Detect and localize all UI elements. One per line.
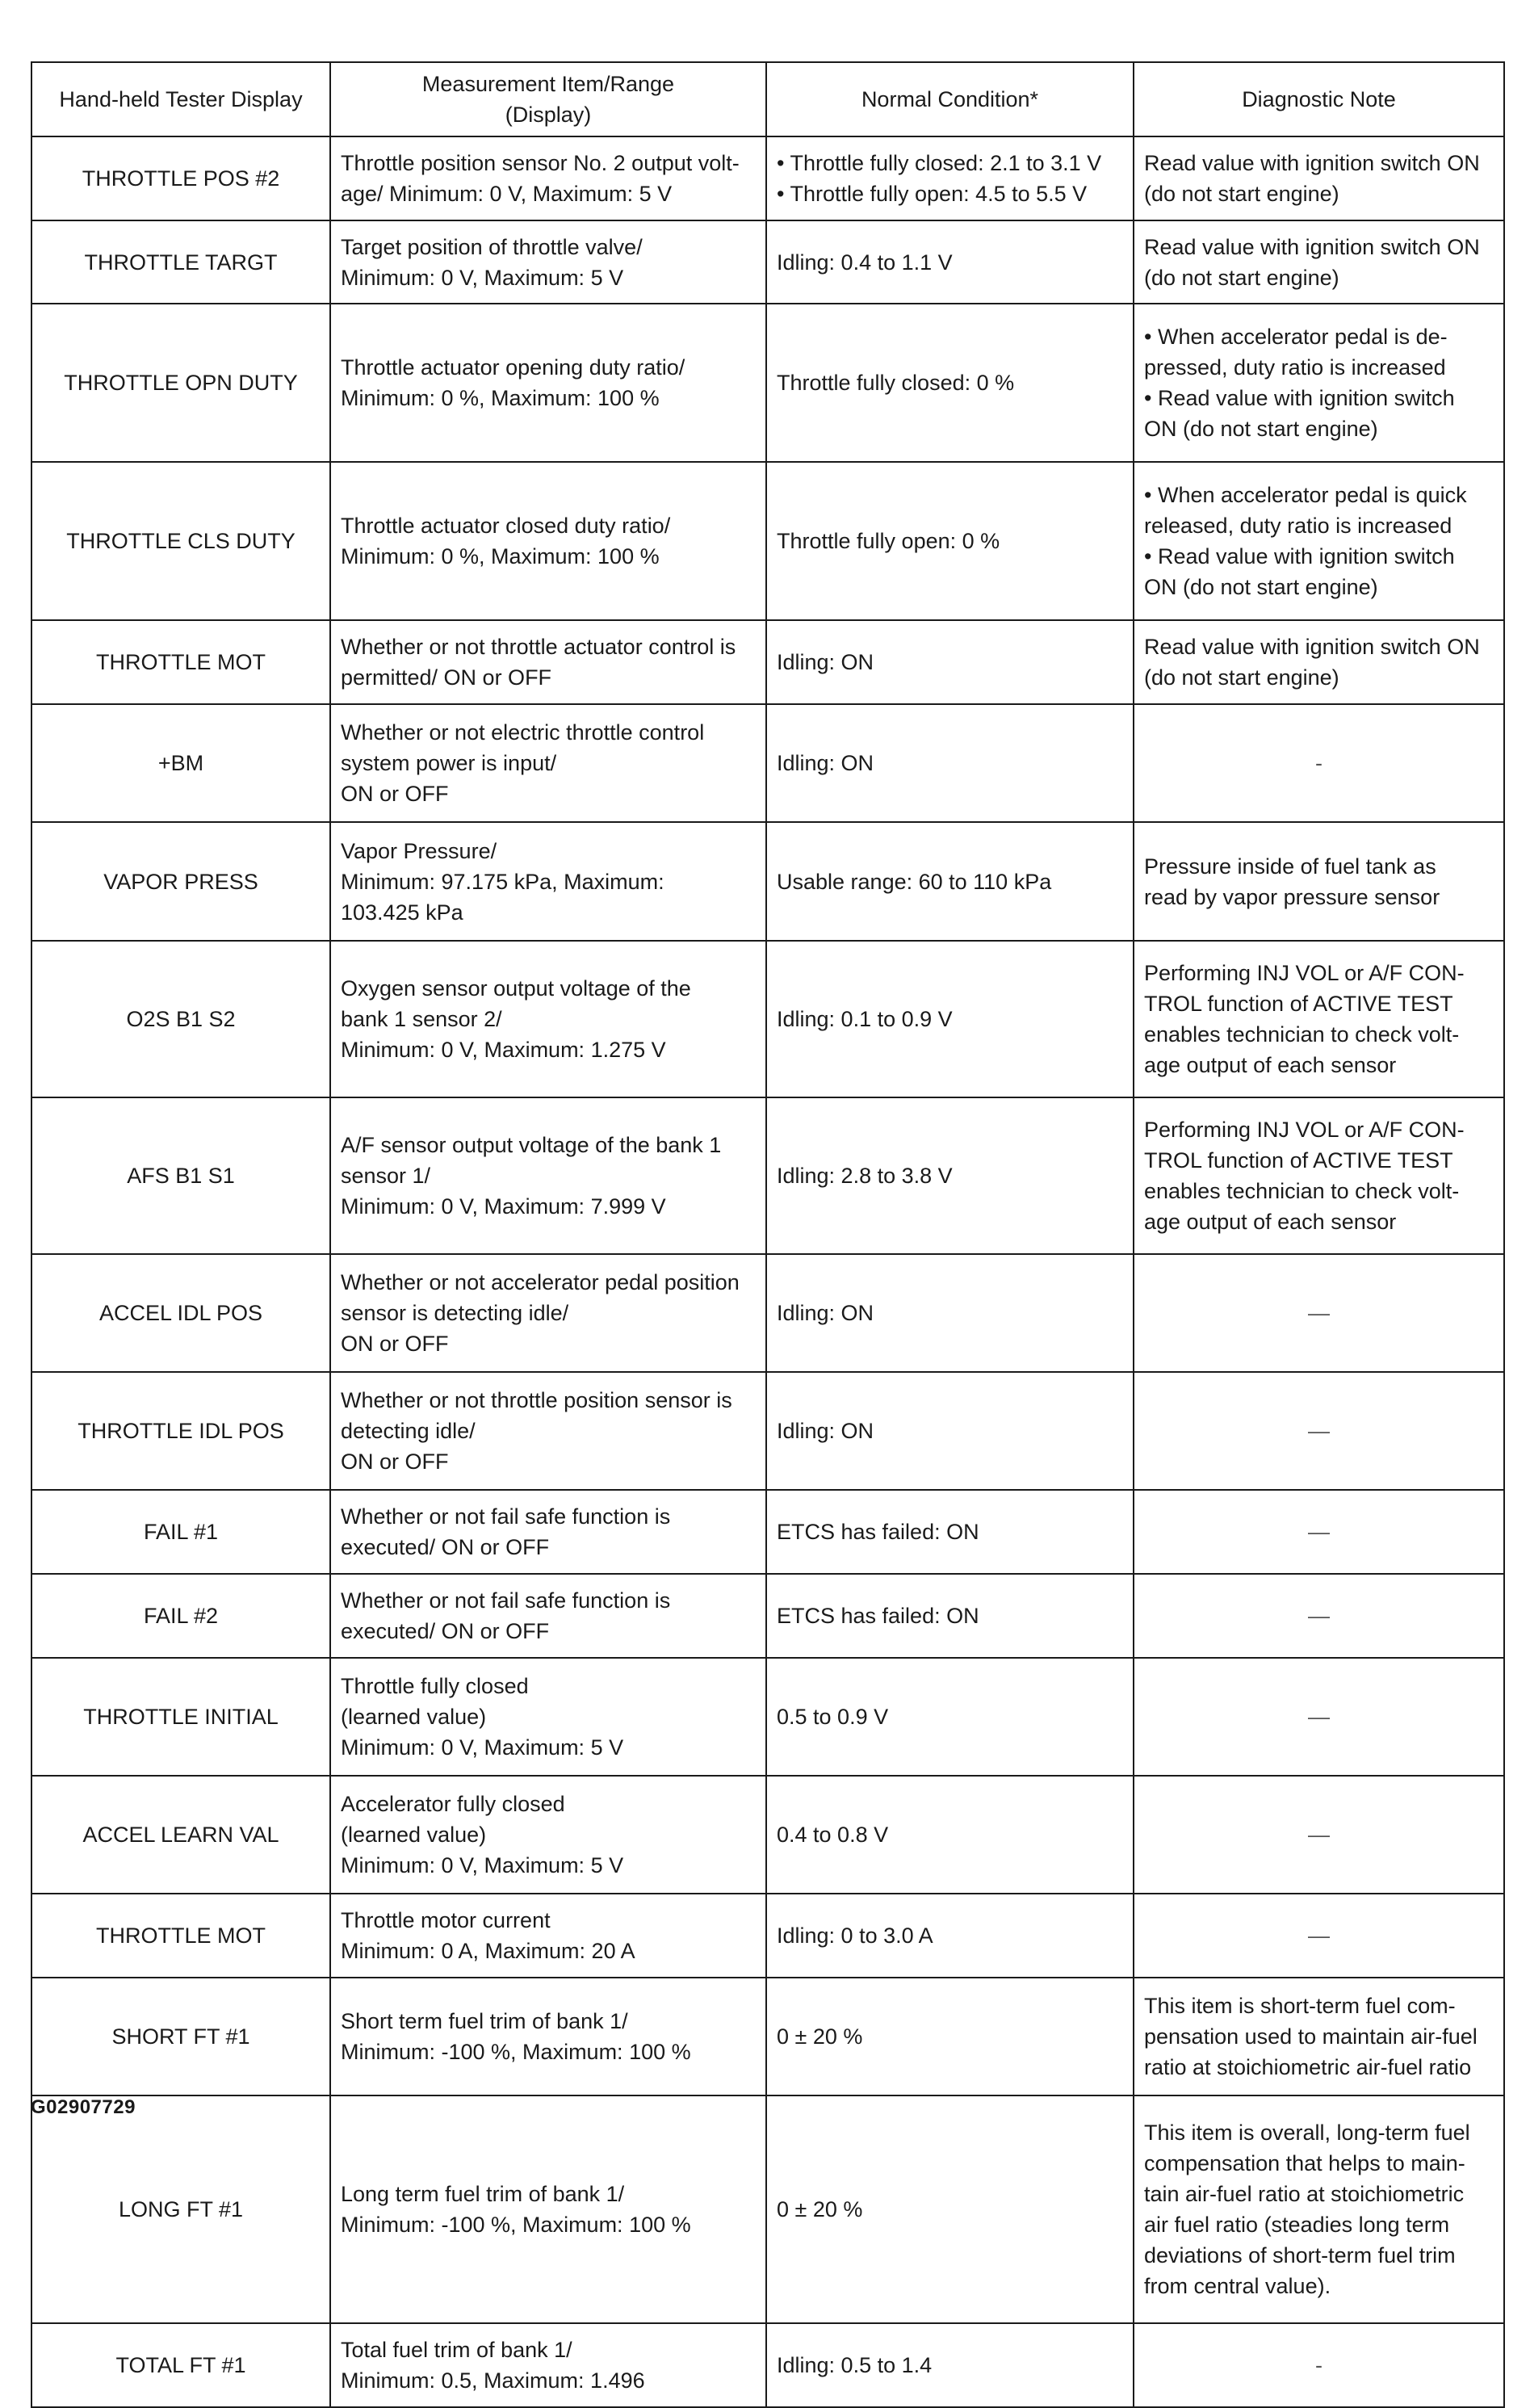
table-row — [31, 704, 1504, 822]
cell-line: compensation that helps to main- — [1144, 2151, 1465, 2175]
cell-line: Read value with ignition switch ON — [1144, 151, 1480, 175]
cell-line: Throttle fully open: 0 % — [777, 529, 1000, 553]
cell-line: sensor is detecting idle/ — [341, 1301, 569, 1325]
cell-text: THROTTLE MOT — [96, 650, 266, 674]
cell-text: AFS B1 S1 — [127, 1164, 235, 1188]
cell-line: TROL function of ACTIVE TEST — [1144, 992, 1453, 1016]
cell-measurement-item — [330, 1776, 766, 1894]
cell-line: Minimum: 0 V, Maximum: 1.275 V — [341, 1038, 666, 1062]
cell-text: ACCEL LEARN VAL — [82, 1823, 279, 1847]
cell-line: — — [1308, 1604, 1330, 1628]
cell-line: 0.5 to 0.9 V — [777, 1705, 889, 1729]
cell-line: TROL function of ACTIVE TEST — [1144, 1148, 1453, 1173]
table-row — [31, 1776, 1504, 1894]
cell-measurement-item — [330, 2323, 766, 2407]
header-normal-condition: Normal Condition* — [766, 62, 1134, 136]
cell-line: Oxygen sensor output voltage of the — [341, 976, 691, 1001]
cell-tester-display — [31, 1490, 330, 1574]
cell-text: FAIL #2 — [143, 1604, 219, 1628]
table-row — [31, 2323, 1504, 2407]
cell-diagnostic-note — [1134, 1894, 1504, 1978]
cell-line: Short term fuel trim of bank 1/ — [341, 2009, 628, 2033]
cell-line: Vapor Pressure/ — [341, 838, 497, 863]
cell-measurement-item — [330, 1254, 766, 1372]
cell-normal-condition — [766, 2095, 1134, 2323]
cell-line: (do not start engine) — [1144, 265, 1339, 290]
cell-tester-display — [31, 1372, 330, 1490]
cell-line: Usable range: 60 to 110 kPa — [777, 869, 1052, 894]
cell-line: Minimum: 97.175 kPa, Maximum: — [341, 869, 664, 894]
cell-line: Minimum: 0 %, Maximum: 100 % — [341, 386, 660, 410]
cell-diagnostic-note — [1134, 304, 1504, 462]
table-header-row — [31, 62, 1504, 136]
cell-text: +BM — [157, 751, 204, 775]
cell-measurement-item — [330, 1978, 766, 2095]
cell-text: THROTTLE POS #2 — [82, 166, 280, 191]
cell-normal-condition — [766, 304, 1134, 462]
cell-tester-display — [31, 941, 330, 1097]
cell-normal-condition — [766, 941, 1134, 1097]
cell-diagnostic-note — [1134, 1776, 1504, 1894]
cell-text: SHORT FT #1 — [111, 2024, 250, 2049]
cell-line: pensation used to maintain air-fuel — [1144, 2024, 1478, 2049]
cell-normal-condition — [766, 1658, 1134, 1776]
cell-diagnostic-note — [1134, 620, 1504, 704]
cell-line: bank 1 sensor 2/ — [341, 1007, 502, 1031]
cell-normal-condition — [766, 2323, 1134, 2407]
cell-tester-display — [31, 2323, 330, 2407]
cell-line: 0 ± 20 % — [777, 2197, 863, 2221]
cell-text: O2S B1 S2 — [126, 1007, 236, 1031]
table-row — [31, 1894, 1504, 1978]
cell-line: ON (do not start engine) — [1144, 575, 1378, 599]
cell-text: ACCEL IDL POS — [99, 1301, 263, 1325]
cell-line: Idling: ON — [777, 751, 874, 775]
cell-line: sensor 1/ — [341, 1164, 431, 1188]
cell-line: 0.4 to 0.8 V — [777, 1823, 889, 1847]
table-row — [31, 220, 1504, 304]
cell-line: Whether or not fail safe function is — [341, 1588, 671, 1613]
table-row — [31, 941, 1504, 1097]
cell-line: Read value with ignition switch ON — [1144, 234, 1480, 259]
cell-line: Throttle actuator closed duty ratio/ — [341, 514, 671, 538]
cell-line: Read value with ignition switch ON — [1144, 635, 1480, 659]
cell-tester-display — [31, 1894, 330, 1978]
cell-line: enables technician to check volt- — [1144, 1022, 1460, 1047]
cell-line: • Throttle fully closed: 2.1 to 3.1 V — [777, 151, 1102, 175]
cell-measurement-item — [330, 462, 766, 620]
cell-measurement-item — [330, 220, 766, 304]
cell-tester-display — [31, 462, 330, 620]
cell-line: Whether or not throttle position sensor is — [341, 1388, 732, 1412]
cell-line: Long term fuel trim of bank 1/ — [341, 2182, 625, 2206]
cell-line: Minimum: 0 V, Maximum: 5 V — [341, 1735, 624, 1760]
table-row — [31, 1574, 1504, 1658]
cell-line: Performing INJ VOL or A/F CON- — [1144, 961, 1465, 985]
cell-line: - — [1315, 2353, 1323, 2377]
cell-line: age/ Minimum: 0 V, Maximum: 5 V — [341, 182, 673, 206]
cell-line: Throttle motor current — [341, 1908, 551, 1932]
cell-tester-display — [31, 220, 330, 304]
cell-measurement-item — [330, 1490, 766, 1574]
cell-line: age output of each sensor — [1144, 1210, 1397, 1234]
cell-line: system power is input/ — [341, 751, 557, 775]
table-row — [31, 1490, 1504, 1574]
cell-line: Idling: ON — [777, 1301, 874, 1325]
cell-line: Minimum: 0 V, Maximum: 7.999 V — [341, 1194, 666, 1219]
cell-line: Idling: 0.5 to 1.4 — [777, 2353, 933, 2377]
cell-line: deviations of short-term fuel trim — [1144, 2243, 1456, 2267]
cell-line: Minimum: 0.5, Maximum: 1.496 — [341, 2368, 645, 2393]
cell-measurement-item — [330, 304, 766, 462]
cell-measurement-item — [330, 2095, 766, 2323]
cell-line: ETCS has failed: ON — [777, 1520, 979, 1544]
table-row — [31, 2095, 1504, 2323]
table-row — [31, 304, 1504, 462]
cell-diagnostic-note — [1134, 462, 1504, 620]
cell-line: pressed, duty ratio is increased — [1144, 355, 1446, 380]
cell-diagnostic-note — [1134, 1372, 1504, 1490]
cell-line: Idling: ON — [777, 650, 874, 674]
table-row — [31, 620, 1504, 704]
cell-line: • Throttle fully open: 4.5 to 5.5 V — [777, 182, 1088, 206]
cell-diagnostic-note — [1134, 1574, 1504, 1658]
cell-line: Minimum: -100 %, Maximum: 100 % — [341, 2213, 691, 2237]
cell-text: THROTTLE OPN DUTY — [64, 371, 298, 395]
cell-diagnostic-note — [1134, 1490, 1504, 1574]
cell-normal-condition — [766, 1372, 1134, 1490]
cell-normal-condition — [766, 1894, 1134, 1978]
cell-measurement-item — [330, 136, 766, 220]
cell-tester-display — [31, 1097, 330, 1254]
cell-line: • When accelerator pedal is de- — [1144, 325, 1448, 349]
cell-text: THROTTLE INITIAL — [83, 1705, 279, 1729]
cell-line: (learned value) — [341, 1823, 487, 1847]
table-row — [31, 136, 1504, 220]
cell-line: — — [1308, 1705, 1330, 1729]
table-row — [31, 1658, 1504, 1776]
cell-normal-condition — [766, 1978, 1134, 2095]
cell-tester-display — [31, 1254, 330, 1372]
cell-line: ON or OFF — [341, 782, 449, 806]
cell-text: THROTTLE IDL POS — [78, 1419, 284, 1443]
cell-normal-condition — [766, 704, 1134, 822]
cell-tester-display — [31, 704, 330, 822]
cell-line: • Read value with ignition switch — [1144, 544, 1455, 568]
cell-line: Throttle position sensor No. 2 output volt- — [341, 151, 740, 175]
cell-diagnostic-note — [1134, 1254, 1504, 1372]
cell-line: ETCS has failed: ON — [777, 1604, 979, 1628]
cell-line: Minimum: 0 %, Maximum: 100 % — [341, 544, 660, 568]
cell-normal-condition — [766, 1776, 1134, 1894]
header-measurement-item: Measurement Item/Range (Display) — [330, 62, 766, 136]
cell-text: VAPOR PRESS — [103, 869, 258, 894]
cell-line: detecting idle/ — [341, 1419, 476, 1443]
cell-line: — — [1308, 1301, 1330, 1325]
cell-text: FAIL #1 — [143, 1520, 219, 1544]
cell-measurement-item — [330, 1658, 766, 1776]
cell-line: read by vapor pressure sensor — [1144, 884, 1440, 909]
table-row — [31, 1372, 1504, 1490]
cell-line: from central value). — [1144, 2274, 1331, 2298]
cell-line: (do not start engine) — [1144, 665, 1339, 690]
cell-tester-display — [31, 1776, 330, 1894]
cell-line: Pressure inside of fuel tank as — [1144, 854, 1436, 879]
cell-diagnostic-note — [1134, 2095, 1504, 2323]
cell-measurement-item — [330, 1372, 766, 1490]
table-row — [31, 1097, 1504, 1254]
cell-line: Minimum: 0 V, Maximum: 5 V — [341, 265, 624, 290]
cell-tester-display — [31, 1978, 330, 2095]
cell-line: — — [1308, 1823, 1330, 1847]
cell-line: air fuel ratio (steadies long term — [1144, 2213, 1450, 2237]
cell-text: THROTTLE TARGT — [84, 250, 278, 275]
cell-line: Minimum: 0 A, Maximum: 20 A — [341, 1939, 635, 1963]
cell-line: Idling: 0.4 to 1.1 V — [777, 250, 953, 275]
cell-line: ON (do not start engine) — [1144, 417, 1378, 441]
cell-diagnostic-note — [1134, 1978, 1504, 2095]
cell-normal-condition — [766, 1097, 1134, 1254]
cell-diagnostic-note — [1134, 704, 1504, 822]
cell-tester-display — [31, 136, 330, 220]
cell-line: This item is overall, long-term fuel — [1144, 2121, 1470, 2145]
cell-normal-condition — [766, 462, 1134, 620]
cell-tester-display — [31, 822, 330, 941]
cell-diagnostic-note — [1134, 220, 1504, 304]
table-row — [31, 822, 1504, 941]
cell-tester-display — [31, 620, 330, 704]
header-tester-display: Hand-held Tester Display — [31, 62, 330, 136]
cell-line: • Read value with ignition switch — [1144, 386, 1455, 410]
table-row — [31, 1254, 1504, 1372]
cell-measurement-item — [330, 1097, 766, 1254]
cell-line: permitted/ ON or OFF — [341, 665, 552, 690]
cell-line: — — [1308, 1419, 1330, 1443]
cell-line: Throttle fully closed — [341, 1674, 529, 1698]
cell-normal-condition — [766, 1254, 1134, 1372]
cell-line: Minimum: 0 V, Maximum: 5 V — [341, 1853, 624, 1877]
cell-line: - — [1315, 751, 1323, 775]
cell-measurement-item — [330, 1574, 766, 1658]
cell-measurement-item — [330, 822, 766, 941]
figure-id: G02907729 — [31, 2096, 136, 2118]
cell-line: Whether or not accelerator pedal position — [341, 1270, 740, 1294]
cell-normal-condition — [766, 1490, 1134, 1574]
cell-measurement-item — [330, 1894, 766, 1978]
cell-line: ratio at stoichiometric air-fuel ratio — [1144, 2055, 1472, 2079]
cell-normal-condition — [766, 1574, 1134, 1658]
cell-diagnostic-note — [1134, 1097, 1504, 1254]
cell-line: enables technician to check volt- — [1144, 1179, 1460, 1203]
cell-measurement-item — [330, 941, 766, 1097]
data-list-table — [31, 61, 1505, 2408]
cell-line: released, duty ratio is increased — [1144, 514, 1452, 538]
cell-line: Idling: ON — [777, 1419, 874, 1443]
cell-line: Whether or not fail safe function is — [341, 1504, 671, 1529]
cell-line: — — [1308, 1923, 1330, 1948]
cell-line: ON or OFF — [341, 1332, 449, 1356]
cell-normal-condition — [766, 220, 1134, 304]
cell-line: Minimum: -100 %, Maximum: 100 % — [341, 2040, 691, 2064]
cell-line: Whether or not electric throttle control — [341, 720, 705, 745]
cell-line: age output of each sensor — [1144, 1053, 1397, 1077]
cell-line: A/F sensor output voltage of the bank 1 — [341, 1133, 722, 1157]
cell-diagnostic-note — [1134, 1658, 1504, 1776]
cell-tester-display — [31, 2095, 330, 2323]
cell-normal-condition — [766, 822, 1134, 941]
cell-line: 0 ± 20 % — [777, 2024, 863, 2049]
table-row — [31, 462, 1504, 620]
cell-line: Performing INJ VOL or A/F CON- — [1144, 1118, 1465, 1142]
cell-line: — — [1308, 1520, 1330, 1544]
cell-line: ON or OFF — [341, 1449, 449, 1474]
cell-diagnostic-note — [1134, 822, 1504, 941]
cell-diagnostic-note — [1134, 136, 1504, 220]
cell-normal-condition — [766, 136, 1134, 220]
cell-line: Accelerator fully closed — [341, 1792, 565, 1816]
cell-line: Idling: 2.8 to 3.8 V — [777, 1164, 953, 1188]
cell-line: 103.425 kPa — [341, 900, 463, 925]
cell-text: TOTAL FT #1 — [115, 2353, 246, 2377]
cell-line: Throttle fully closed: 0 % — [777, 371, 1015, 395]
cell-line: Total fuel trim of bank 1/ — [341, 2338, 572, 2362]
cell-tester-display — [31, 1658, 330, 1776]
cell-line: Idling: 0 to 3.0 A — [777, 1923, 933, 1948]
cell-line: This item is short-term fuel com- — [1144, 1994, 1456, 2018]
cell-diagnostic-note — [1134, 2323, 1504, 2407]
cell-tester-display — [31, 1574, 330, 1658]
cell-text: THROTTLE MOT — [96, 1923, 266, 1948]
cell-measurement-item — [330, 704, 766, 822]
cell-line: tain air-fuel ratio at stoichiometric — [1144, 2182, 1465, 2206]
cell-line: (do not start engine) — [1144, 182, 1339, 206]
header-diagnostic-note: Diagnostic Note — [1134, 62, 1504, 136]
cell-line: executed/ ON or OFF — [341, 1619, 550, 1643]
cell-tester-display — [31, 304, 330, 462]
cell-text: THROTTLE CLS DUTY — [66, 529, 296, 553]
cell-line: Throttle actuator opening duty ratio/ — [341, 355, 685, 380]
cell-line: executed/ ON or OFF — [341, 1535, 550, 1559]
table-row — [31, 1978, 1504, 2095]
cell-normal-condition — [766, 620, 1134, 704]
cell-line: • When accelerator pedal is quick — [1144, 483, 1467, 507]
cell-diagnostic-note — [1134, 941, 1504, 1097]
cell-line: Whether or not throttle actuator control is — [341, 635, 736, 659]
cell-text: LONG FT #1 — [118, 2197, 244, 2221]
cell-line: Idling: 0.1 to 0.9 V — [777, 1007, 953, 1031]
cell-line: Target position of throttle valve/ — [341, 234, 643, 259]
cell-measurement-item — [330, 620, 766, 704]
cell-line: (learned value) — [341, 1705, 487, 1729]
